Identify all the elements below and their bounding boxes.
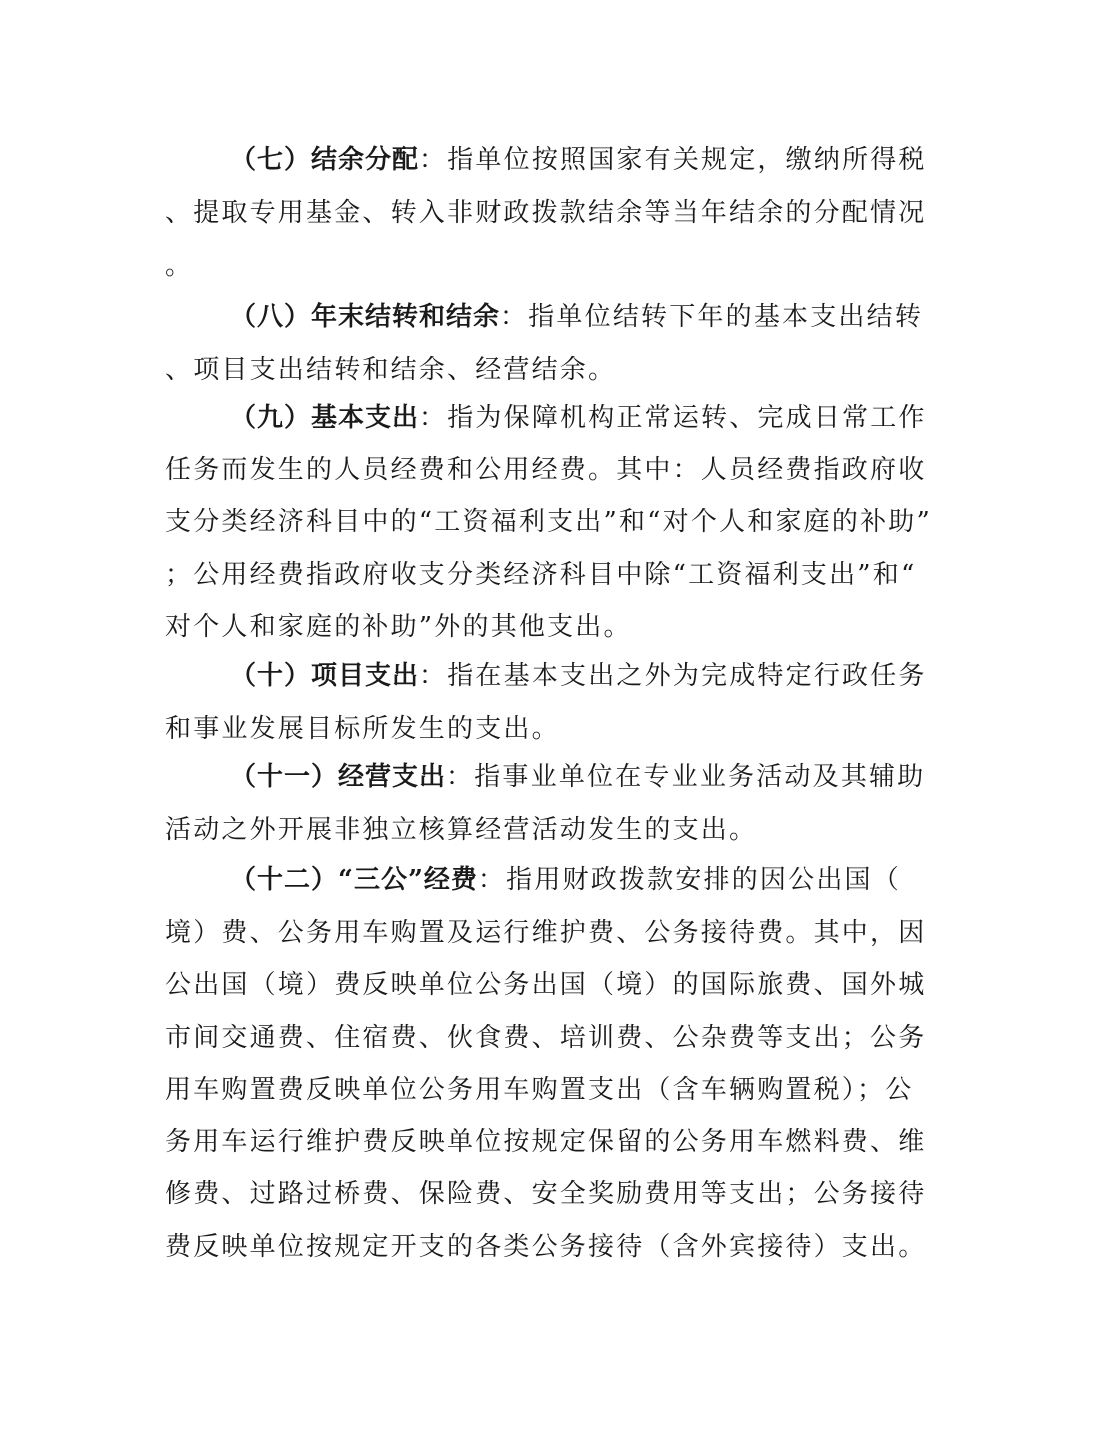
paragraph-line: 修费、过路过桥费、保险费、安全奖励费用等支出；公务接待 (165, 1179, 927, 1209)
section-text: ：指为保障机构正常运转、完成日常工作 (419, 403, 927, 433)
section-text: ：指单位结转下年的基本支出结转 (500, 302, 924, 332)
section-term: （七）结余分配 (230, 145, 420, 175)
paragraph-line: 、提取专用基金、转入非财政拨款结余等当年结余的分配情况 (165, 198, 927, 228)
paragraph-line (230, 297, 955, 337)
paragraph-line: 活动之外开展非独立核算经营活动发生的支出。 (165, 815, 758, 845)
paragraph-line: 市间交通费、住宿费、伙食费、培训费、公杂费等支出；公务 (165, 1023, 927, 1053)
paragraph-line: 公出国（境）费反映单位公务出国（境）的国际旅费、国外城 (165, 970, 927, 1000)
paragraph-line (230, 656, 955, 696)
paragraph-line: 费反映单位按规定开支的各类公务接待（含外宾接待）支出。 (165, 1232, 927, 1262)
paragraph-line: 。 (165, 251, 194, 281)
section-term: （九）基本支出 (230, 403, 420, 433)
section-text: ：指单位按照国家有关规定，缴纳所得税 (419, 145, 927, 175)
paragraph-line: 境）费、公务用车购置及运行维护费、公务接待费。其中，因 (165, 918, 927, 948)
paragraph-line: ；公用经费指政府收支分类经济科目中除“工资福利支出”和“ (165, 560, 917, 590)
paragraph-line (230, 757, 955, 797)
section-term: （八）年末结转和结余 (230, 302, 501, 332)
paragraph-line (230, 140, 955, 180)
paragraph-line: 任务而发生的人员经费和公用经费。其中：人员经费指政府收 (165, 455, 927, 485)
section-term: （十二）“三公”经费 (230, 865, 478, 895)
section-term: （十）项目支出 (230, 661, 420, 691)
paragraph-line: 用车购置费反映单位公务用车购置支出（含车辆购置税）；公 (165, 1075, 914, 1105)
paragraph-line: 务用车运行维护费反映单位按规定保留的公务用车燃料费、维 (165, 1127, 927, 1157)
section-text: ：指事业单位在专业业务活动及其辅助 (446, 762, 926, 792)
section-term: （十一）经营支出 (230, 762, 447, 792)
paragraph-line: 和事业发展目标所发生的支出。 (165, 714, 560, 744)
section-text: ：指在基本支出之外为完成特定行政任务 (419, 661, 927, 691)
paragraph-line: 对个人和家庭的补助”外的其他支出。 (165, 612, 632, 642)
paragraph-line (230, 860, 955, 900)
section-text: ：指用财政拨款安排的因公出国（ (477, 865, 901, 895)
paragraph-line: 、项目支出结转和结余、经营结余。 (165, 355, 617, 385)
paragraph-line (230, 398, 955, 438)
paragraph-line: 支分类经济科目中的“工资福利支出”和“对个人和家庭的补助” (165, 507, 932, 537)
